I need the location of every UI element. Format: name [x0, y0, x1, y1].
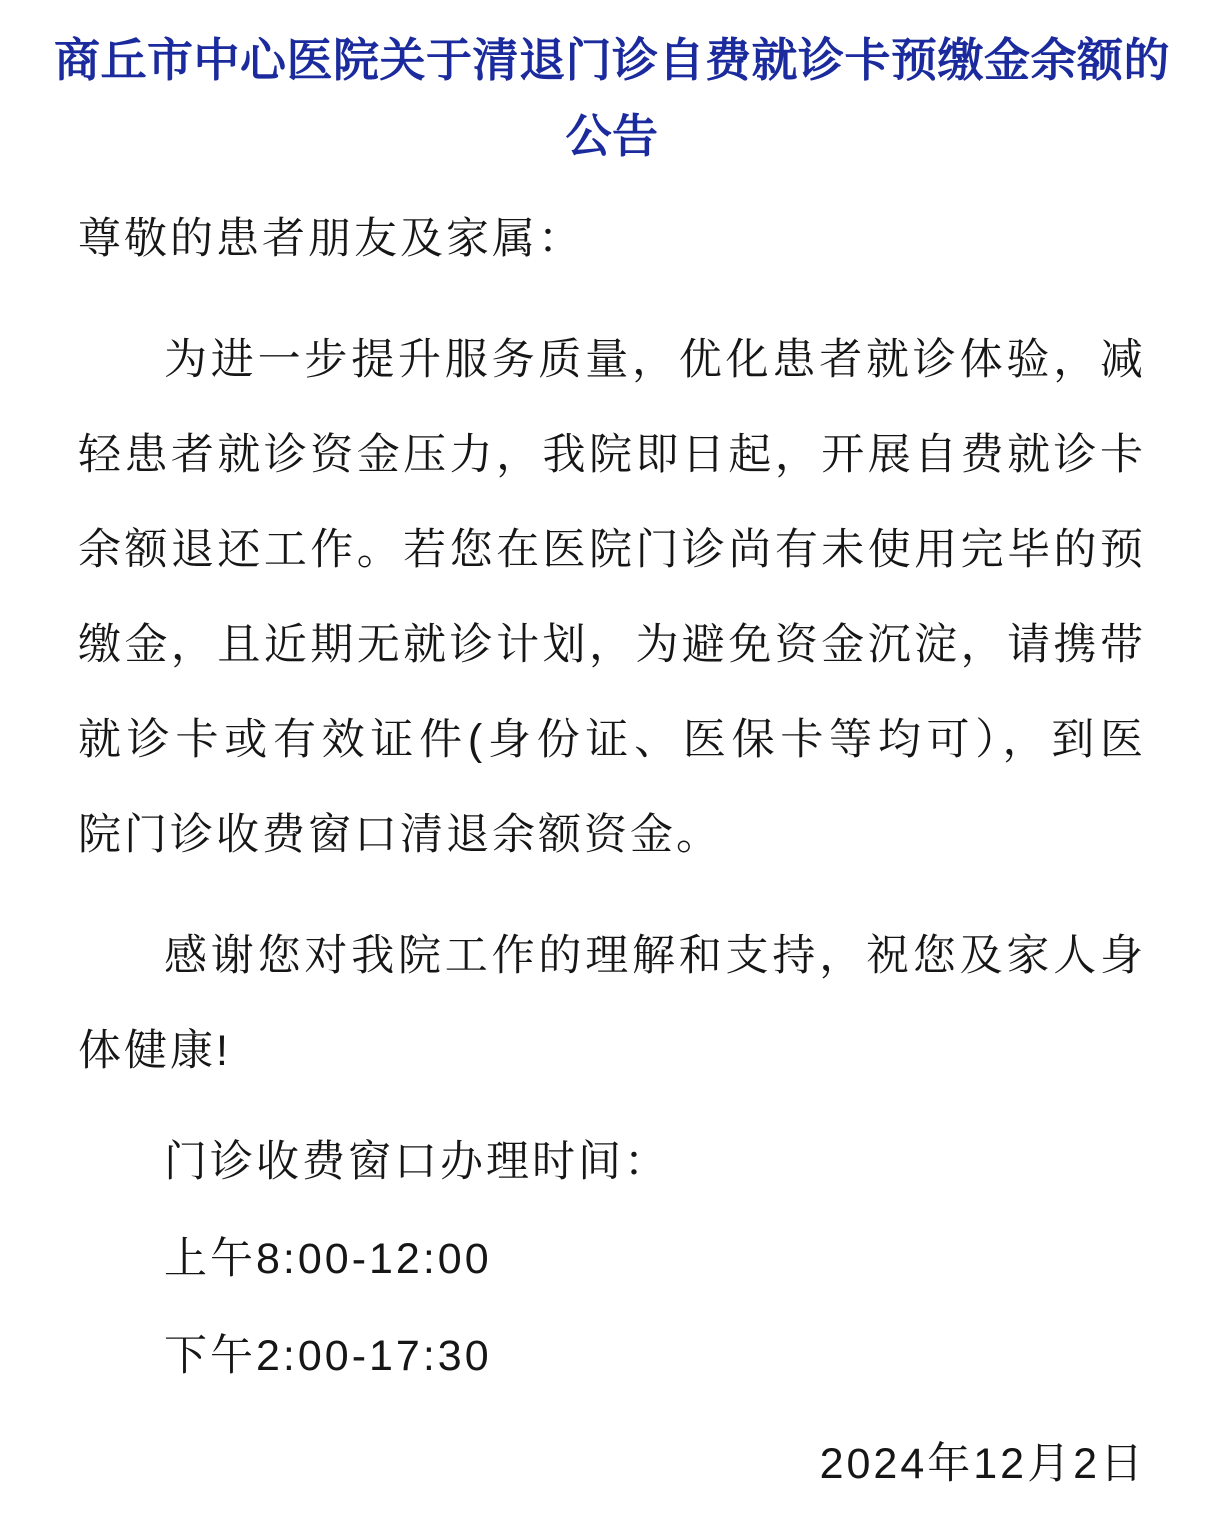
paragraph-hours-label — [78, 1115, 1146, 1210]
paragraph-salutation — [78, 192, 1146, 287]
text-line: 感谢您对我院工作的理解和支持，祝您及家人身 — [164, 932, 1146, 980]
document-title — [52, 22, 1172, 174]
text-line: 就诊卡或有效证件(身份证、医保卡等均可），到医 — [78, 716, 1146, 764]
document-body — [78, 192, 1146, 1404]
text-line: 院门诊收费窗口清退余额资金。 — [78, 811, 722, 859]
text-line: 尊敬的患者朋友及家属： — [78, 215, 584, 263]
text-line: 轻患者就诊资金压力，我院即日起，开展自费就诊卡 — [78, 431, 1146, 479]
text-line: 体健康! — [78, 1027, 231, 1075]
document-title-line-1: 商丘市中心医院关于清退门诊自费就诊卡预缴金余额的 — [54, 34, 1170, 86]
text-line: 缴金，且近期无就诊计划，为避免资金沉淀，请携带 — [78, 621, 1146, 669]
text-line: 余额退还工作。若您在医院门诊尚有未使用完毕的预 — [78, 526, 1146, 574]
paragraph-hours-afternoon — [78, 1309, 1146, 1404]
paragraph-thanks — [78, 909, 1146, 1099]
paragraph-main-notice — [78, 313, 1146, 883]
text-line: 下午2:00-17:30 — [164, 1332, 492, 1380]
document-title-line-2: 公告 — [565, 110, 659, 162]
text-line: 上午8:00-12:00 — [164, 1235, 492, 1283]
text-line: 为进一步提升服务质量，优化患者就诊体验，减 — [164, 336, 1146, 384]
document-date: 2024年12月2日 — [819, 1440, 1146, 1488]
paragraph-hours-morning — [78, 1212, 1146, 1307]
text-line: 门诊收费窗口办理时间： — [164, 1138, 670, 1186]
